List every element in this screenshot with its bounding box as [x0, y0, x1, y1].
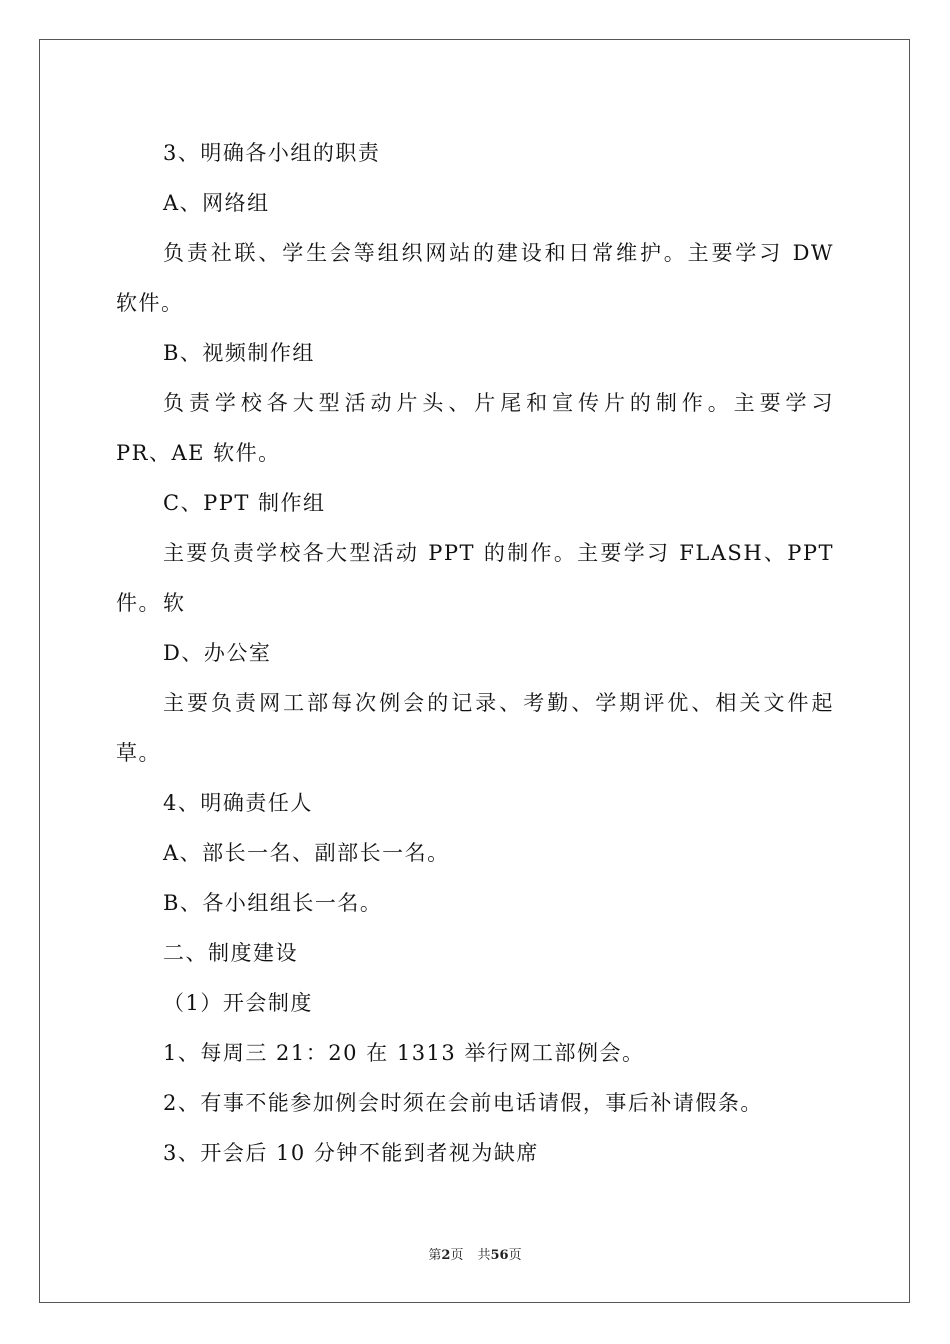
paragraph-line: B、各小组组长一名。: [163, 891, 383, 915]
document-body: [116, 128, 834, 1178]
section-heading: 3、明确各小组的职责: [163, 141, 381, 165]
paragraph-line: 负责学校各大型活动片头、片尾和宣传片的制作。主要学习: [163, 391, 834, 415]
paragraph-line: 件。: [116, 591, 161, 615]
subsection-heading: C、PPT 制作组: [163, 491, 326, 515]
paragraph-line: 1、每周三 21：20 在 1313 举行网工部例会。: [163, 1041, 645, 1065]
paragraph-line: 草。: [116, 741, 161, 765]
paragraph-line: 主要负责学校各大型活动 PPT 的制作。主要学习 FLASH、PPT 软: [163, 541, 834, 615]
page-footer: [0, 1247, 950, 1265]
subsection-heading: D、办公室: [163, 641, 272, 665]
paragraph-line: 主要负责网工部每次例会的记录、考勤、学期评优、相关文件起: [163, 691, 834, 715]
chapter-heading: 二、制度建设: [163, 941, 298, 965]
paragraph-line: A、部长一名、副部长一名。: [163, 841, 450, 865]
paragraph-line: 3、开会后 10 分钟不能到者视为缺席: [163, 1141, 539, 1165]
paragraph-line: PR、AE 软件。: [116, 441, 281, 465]
page-number: 2: [441, 1248, 451, 1263]
total-pages: 56: [490, 1248, 509, 1263]
page-prefix: 第: [428, 1248, 442, 1263]
section-heading: （1）开会制度: [163, 991, 313, 1015]
paragraph-line: 2、有事不能参加例会时须在会前电话请假，事后补请假条。: [163, 1091, 763, 1115]
subsection-heading: A、网络组: [163, 191, 270, 215]
paragraph-line: 软件。: [116, 291, 184, 315]
subsection-heading: B、视频制作组: [163, 341, 315, 365]
page-suffix: 页: [450, 1248, 464, 1263]
section-heading: 4、明确责任人: [163, 791, 313, 815]
paragraph-line: 负责社联、学生会等组织网站的建设和日常维护。主要学习 DW: [163, 241, 834, 265]
total-prefix: 共: [477, 1248, 491, 1263]
total-suffix: 页: [508, 1248, 522, 1263]
